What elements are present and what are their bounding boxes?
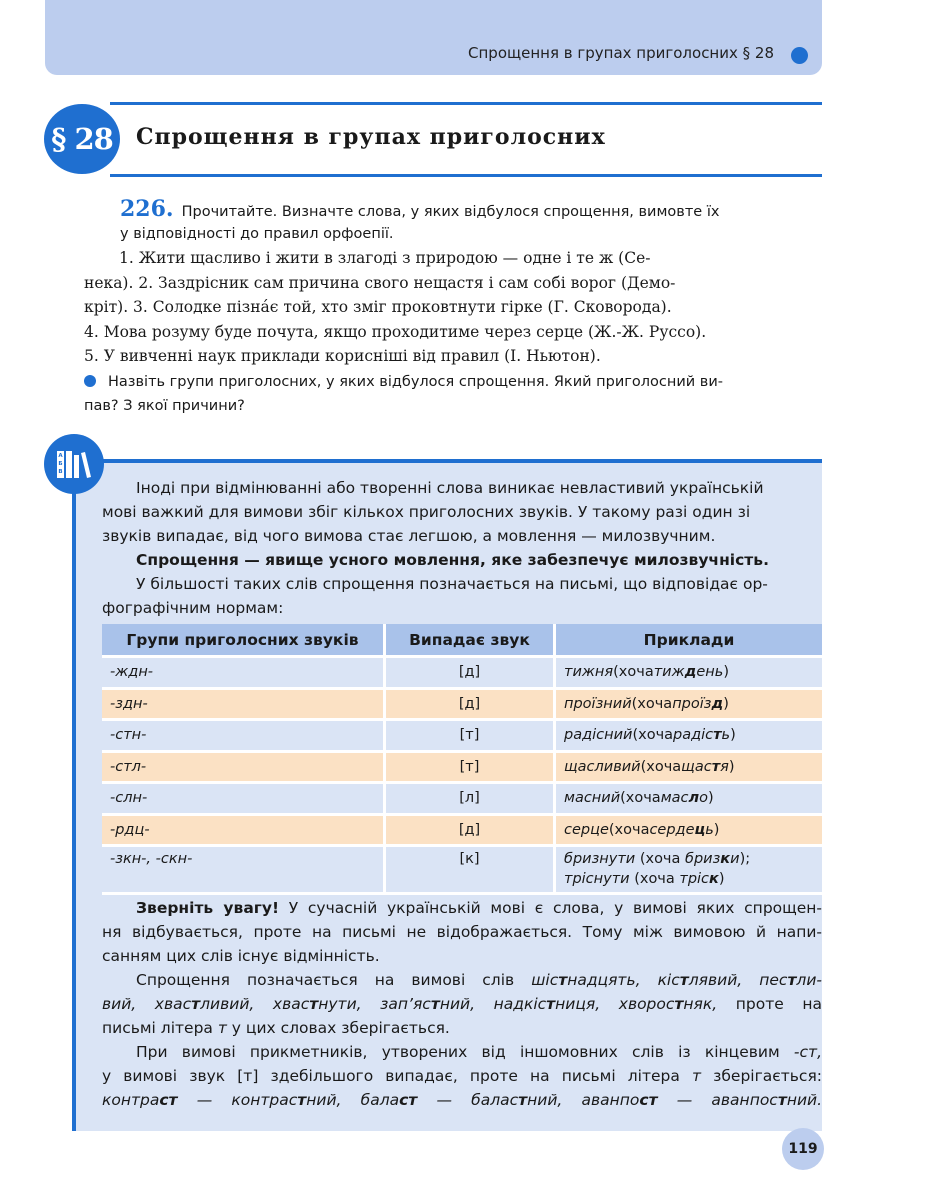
table-header: Випадає звук (386, 624, 556, 658)
para-simplification-pronunciation: Спрощення позначається на вимові слів шістнадцять, кістлявий, пестли- (136, 971, 822, 989)
exercise-quotes (84, 246, 822, 369)
books-abv-icon (44, 434, 104, 494)
definition: Спрощення — явище усного мовлення, яке забезпечує милозвучність. (136, 551, 769, 569)
section-badge: § 28 (44, 104, 120, 174)
para-foreign-adjectives: При вимові прикметників, утворених від іншомовних слів із кінцевим -ст, (136, 1043, 822, 1061)
svg-text:Б: Б (58, 461, 63, 467)
exercise-task-line: у відповідності до правил орфоепії. (120, 226, 394, 242)
table-row: -рдц- [д] серце (хоча серде ц ь ) (102, 816, 822, 848)
exercise-226 (120, 196, 822, 245)
section-rule-top (110, 102, 822, 105)
note-label: Зверніть увагу! (136, 899, 280, 917)
table-row: -стн- [т] радісний (хоча радіс т ь ) (102, 721, 822, 753)
section-title: Спрощення в групах приголосних (136, 124, 606, 150)
quote-line: 1. Жити щасливо і жити в злагоді з природою — одне і те ж (Се- (119, 249, 651, 267)
theory-intro: Іноді при відмінюванні або творенні слова виникає невластивий українській мові важкий для вимови збіг кількох приголосних звуків. У такому разі один зі звуків випадає, від чого вимова стає легшою, а мовлення — милозвучним. Спрощення — явище усного мовлення, яке забезпечує милозвучність. У більшості таких слів спрощення позначається на письмі, що відповідає ор- фографічним нормам: (102, 476, 822, 620)
simplification-table (102, 624, 822, 895)
table-row: -слн- [л] масний (хоча мас л о ) (102, 784, 822, 816)
table-row: -зкн-, -скн- [к] бризнути (хоча бризки); тріснути (хоча тріск) (102, 847, 822, 895)
table-row: -здн- [д] проїзний (хоча проїз д ) (102, 690, 822, 722)
quote-line: 4. Мова розуму буде почута, якщо проходитиме через серце (Ж.-Ж. Руссо). (84, 322, 707, 341)
bullet-dot-icon (791, 47, 808, 64)
quote-line: кріт). 3. Солодке пізна́є той, хто зміг проковтнути гірке (Г. Сковорода). (84, 298, 672, 316)
table-row: -ждн- [д] тижня (хоча тиж д ень ) (102, 658, 822, 690)
page-number: 119 (782, 1128, 824, 1170)
table-header: Групи приголосних звуків (102, 624, 386, 658)
exercise-task-line: Прочитайте. Визначте слова, у яких відбулося спрощення, вимовте їх (181, 204, 720, 220)
section-rule-bottom (110, 174, 822, 177)
table-row: -стл- [т] щасливий (хоча щас т я ) (102, 753, 822, 785)
running-header (45, 0, 822, 75)
table-header: Приклади (556, 624, 822, 658)
theory-note: Зверніть увагу! У сучасній українській мові є слова, у вимові яких спрощен- ня відбувається, проте на письмі не відображається. Тому між вимовою й напи- санням цих слів існує відмінність. Спрощення позначається на вимові слів шістнадцять, кістлявий, пестли- вий, хвастливий, хвастнути, зап’ястний, надкістниця, хворостняк, проте на письмі літера т у цих словах зберігається. При вимові прикметників, утворених від іншомовних слів із кінцевим -ст, у вимові звук [т] здебільшого випадає, проте на письмі літера т зберігається: контраст — контрастний, баласт — баластний, аванпост — аванпостний. (102, 899, 823, 1109)
svg-text:А: А (58, 453, 63, 459)
exercise-question: Назвіть групи приголосних, у яких відбулося спрощення. Який приголосний ви- пав? З якої причини? (84, 374, 723, 414)
quote-line: нека). 2. Заздрісник сам причина свого нещастя і сам собі ворог (Демо- (84, 273, 676, 292)
svg-text:В: В (58, 469, 63, 475)
bullet-dot-icon (84, 375, 96, 387)
running-title: Спрощення в групах приголосних § 28 (468, 44, 774, 62)
exercise-number: 226. (120, 196, 174, 222)
table-header-row (102, 624, 822, 658)
quote-line: 5. У вивченні наук приклади корисніші від правил (І. Ньютон). (84, 347, 601, 365)
